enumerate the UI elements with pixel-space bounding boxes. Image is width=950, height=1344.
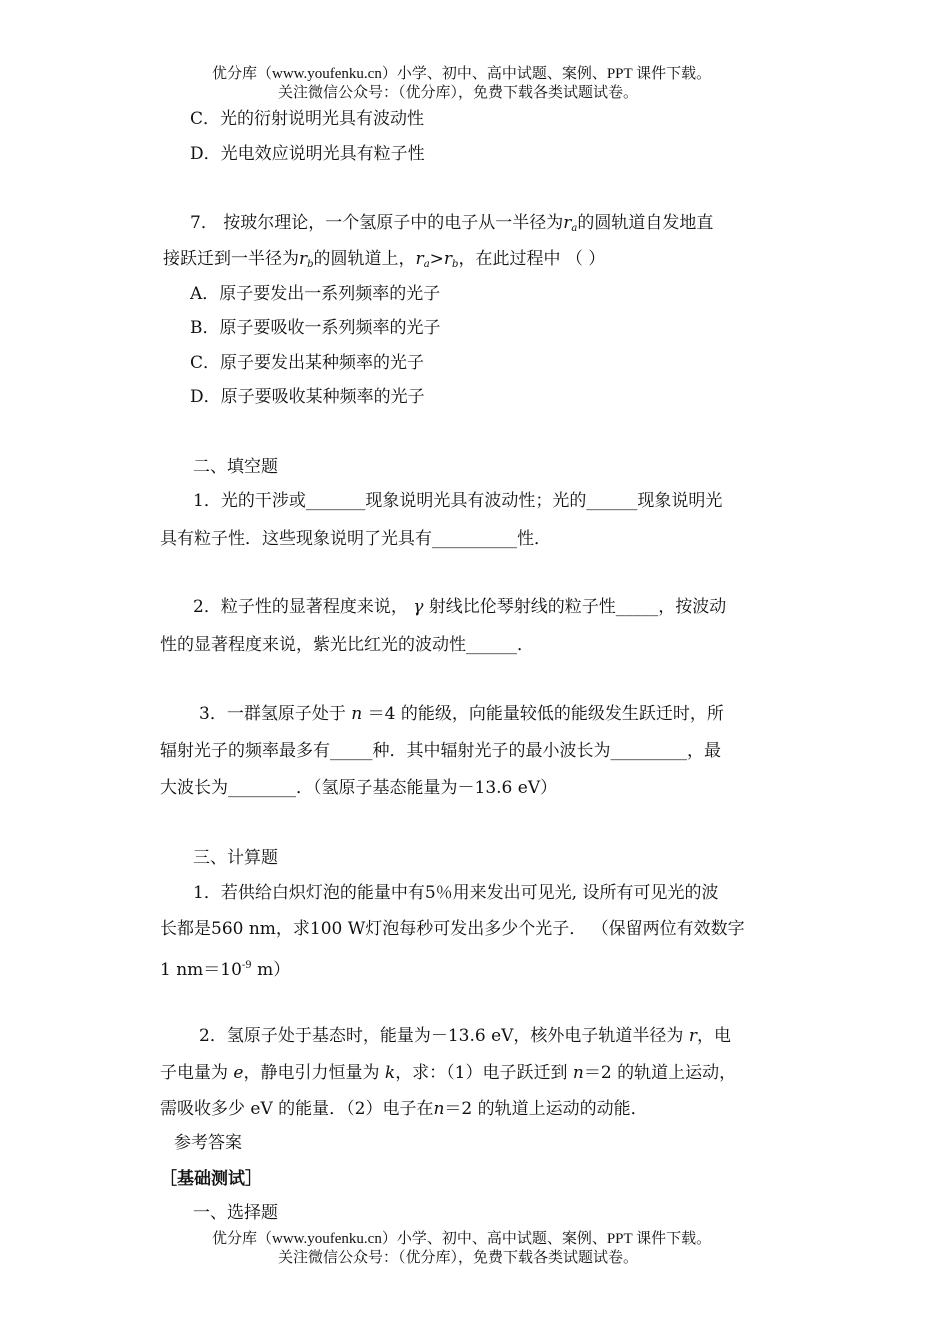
q7-option-d: D．原子要吸收某种频率的光子 (190, 387, 425, 407)
symbol-rb-sub: b (307, 259, 314, 270)
n-symbol-2: n (572, 1063, 584, 1083)
q6-option-c: C．光的衍射说明光具有波动性 (190, 109, 425, 129)
fill-section-title: 二、填空题 (193, 457, 278, 477)
header-line-2: 关注微信公众号：（优分库），免费下载各类试题试卷。 (278, 85, 639, 101)
fill-q1-line-1: 1．光的干涉或_______现象说明光具有波动性；光的______现象说明光 (193, 491, 723, 511)
footer-line-2: 关注微信公众号：（优分库），免费下载各类试题试卷。 (278, 1250, 639, 1266)
footer-line-1: 优分库（www.youfenku.cn）小学、初中、高中试题、案例、PPT 课件下载。 (212, 1231, 712, 1247)
fill-q2-line-1 (193, 596, 726, 618)
calc-q1-text-b: m） (251, 960, 291, 980)
n-symbol-3: n (433, 1099, 445, 1119)
calc-q2-line-1 (199, 1025, 731, 1047)
calc-q1-line-2: 长都是560 nm，求100 W灯泡每秒可发出多少个光子． （保留两位有效数字 (160, 919, 745, 939)
fill-q2-line-2: 性的显著程度来说，紫光比红光的波动性______． (160, 635, 534, 655)
q7-option-a: A．原子要发出一系列频率的光子 (190, 284, 441, 304)
q7-text-2b: 的圆轨道上， (313, 249, 416, 269)
fill-q2-text-a: 2．粒子性的显著程度来说， (193, 597, 408, 617)
fill-q1-line-2: 具有粒子性．这些现象说明了光具有__________性． (160, 529, 551, 549)
symbol-ra-2-sub: a (423, 259, 430, 270)
r-symbol: r (688, 1026, 697, 1046)
q7-text-2a: 接跃迁到一半径为 (163, 249, 299, 269)
q7-line-2 (163, 248, 605, 276)
gamma-symbol: γ (413, 597, 424, 617)
symbol-ra-2: r (415, 249, 424, 269)
answers-title: 参考答案 (174, 1133, 242, 1153)
fill-q3-text-b: ＝4 的能级，向能量较低的能级发生跃迁时，所 (367, 704, 724, 724)
symbol-ra-sub: a (571, 223, 578, 234)
answers-section: ［基础测试］ (160, 1169, 262, 1189)
exponent: -9 (241, 960, 252, 971)
answers-subsection: 一、选择题 (193, 1203, 278, 1223)
symbol-rb-2-sub: b (452, 259, 459, 270)
n-symbol: n (351, 704, 363, 724)
fill-q3-line-2: 辐射光子的频率最多有_____种．其中辐射光子的最小波长为_________，最 (160, 741, 721, 761)
fill-q3-line-1 (199, 703, 724, 725)
q7-text-2c: ，在此过程中 （ ） (458, 249, 606, 269)
calc-q2-text-1b: ，电 (696, 1026, 731, 1046)
calc-q2-text-3b: ＝2 的轨道上运动的动能． (444, 1099, 648, 1119)
calc-q1-line-3 (160, 955, 290, 981)
fill-q3-line-3: 大波长为________．（氢原子基态能量为－13.6 eV） (160, 778, 558, 798)
calc-q1-text-a: 1 nm＝10 (160, 960, 242, 980)
calc-q1-line-1: 1．若供给白炽灯泡的能量中有5％用来发出可见光, 设所有可见光的波 (193, 883, 719, 903)
q7-line-1 (190, 212, 713, 240)
q7-option-c: C．原子要发出某种频率的光子 (190, 353, 425, 373)
calc-q2-text-1a: 2．氢原子处于基态时，能量为－13.6 eV，核外电子轨道半径为 (199, 1026, 684, 1046)
q7-text-1b: 的圆轨道自发地直 (577, 213, 714, 233)
symbol-rb-2: r (443, 249, 453, 269)
calc-section-title: 三、计算题 (193, 848, 278, 868)
calc-q2-text-2a: 子电量为 (160, 1063, 228, 1083)
k-symbol: k (384, 1063, 396, 1083)
q7-text-1a: 7． 按玻尔理论，一个氢原子中的电子从一半径为 (190, 213, 564, 233)
calc-q2-line-3 (160, 1098, 648, 1120)
gt-sign: > (429, 249, 444, 269)
symbol-ra: r (563, 213, 572, 233)
symbol-rb: r (299, 249, 308, 269)
calc-q2-text-2b: ，静电引力恒量为 (243, 1063, 380, 1083)
q6-option-d: D．光电效应说明光具有粒子性 (190, 144, 425, 164)
calc-q2-text-3a: 需吸收多少 eV 的能量．（2）电子在 (160, 1099, 434, 1119)
e-symbol: e (233, 1063, 244, 1083)
q7-option-b: B．原子要吸收一系列频率的光子 (190, 318, 441, 338)
header-line-1: 优分库（www.youfenku.cn）小学、初中、高中试题、案例、PPT 课件下载。 (212, 66, 712, 82)
calc-q2-text-2c: ，求：（1）电子跃迁到 (395, 1063, 568, 1083)
calc-q2-text-2d: ＝2 的轨道上运动， (583, 1063, 737, 1083)
fill-q2-text-b: 射线比伦琴射线的粒子性_____，按波动 (428, 597, 727, 617)
calc-q2-line-2 (160, 1062, 736, 1084)
fill-q3-text-a: 3．一群氢原子处于 (199, 704, 346, 724)
